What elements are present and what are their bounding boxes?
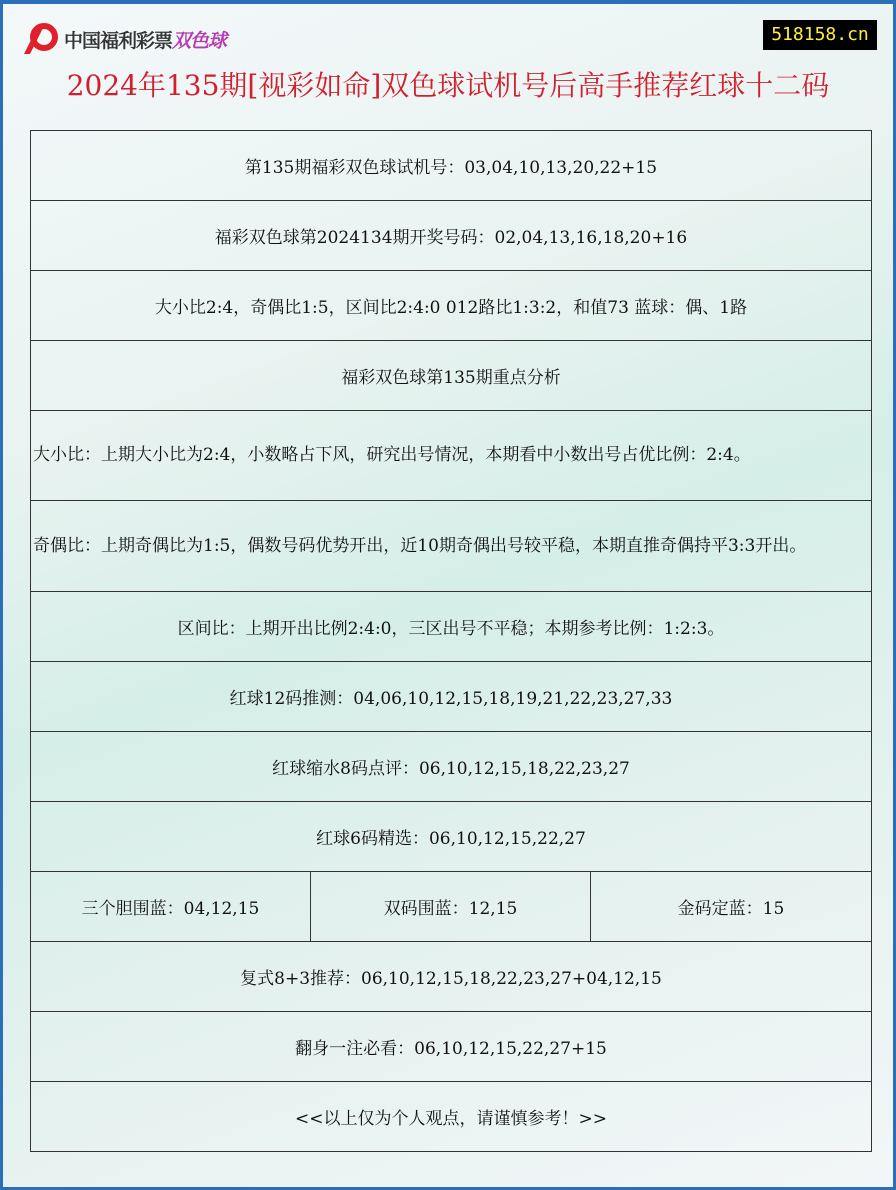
blue-single-pick: 金码定蓝：15 — [591, 872, 872, 942]
previous-draw: 福彩双色球第2024134期开奖号码：02,04,13,16,18,20+16 — [31, 201, 872, 271]
blue-three-picks: 三个胆围蓝：04,12,15 — [31, 872, 311, 942]
compound-recommendation: 复式8+3推荐：06,10,12,15,18,22,23,27+04,12,15 — [31, 942, 872, 1012]
red-6-picks: 红球6码精选：06,10,12,15,22,27 — [31, 802, 872, 872]
logo-text: 中国福利彩票 — [64, 29, 173, 52]
logo-highlight: 双色球 — [172, 29, 227, 52]
odd-even-analysis: 奇偶比：上期奇偶比为1:5，偶数号码优势开出，近10期奇偶出号较平稳，本期直推奇偶持平3:3开出。 — [31, 501, 872, 592]
red-8-picks: 红球缩水8码点评：06,10,12,15,18,22,23,27 — [31, 732, 872, 802]
cwl-logo-icon — [20, 22, 60, 56]
site-badge[interactable]: 518158.cn — [763, 20, 877, 50]
single-bet-pick: 翻身一注必看：06,10,12,15,22,27+15 — [31, 1012, 872, 1082]
lottery-logo — [20, 22, 226, 56]
disclaimer: <<以上仅为个人观点，请谨慎参考！>> — [31, 1082, 872, 1152]
red-12-prediction: 红球12码推测：04,06,10,12,15,18,19,21,22,23,27,33 — [31, 662, 872, 732]
zone-ratio-analysis: 区间比：上期开出比例2:4:0，三区出号不平稳；本期参考比例：1:2:3。 — [31, 592, 872, 662]
page-title: 2024年135期[视彩如命]双色球试机号后高手推荐红球十二码 — [66, 69, 830, 102]
previous-stats: 大小比2:4，奇偶比1:5，区间比2:4:0 012路比1:3:2，和值73 蓝球：偶、1路 — [31, 271, 872, 341]
prediction-table — [30, 130, 872, 1152]
analysis-heading: 福彩双色球第135期重点分析 — [31, 341, 872, 411]
trial-numbers: 第135期福彩双色球试机号：03,04,10,13,20,22+15 — [31, 131, 872, 201]
size-ratio-analysis: 大小比：上期大小比为2:4，小数略占下风，研究出号情况，本期看中小数出号占优比例：2:4。 — [31, 411, 872, 501]
blue-two-picks: 双码围蓝：12,15 — [311, 872, 591, 942]
